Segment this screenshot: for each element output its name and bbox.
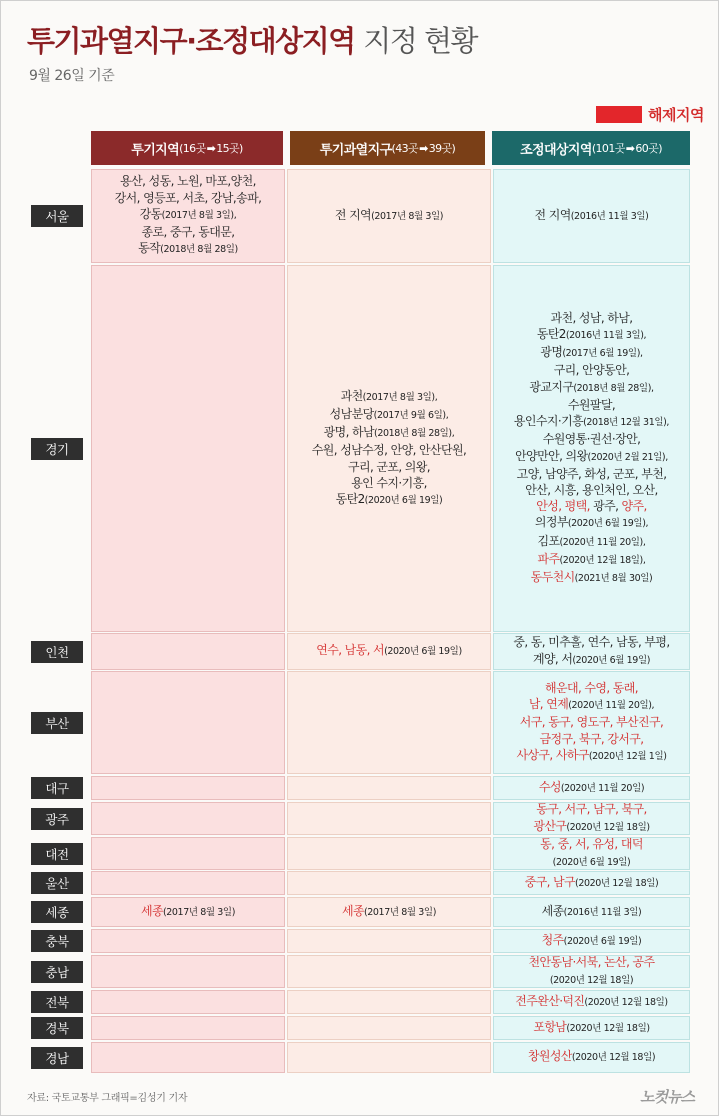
- cell-line: [341, 388, 438, 406]
- subtitle: 9월 26일 기준: [29, 68, 115, 84]
- designation-date: (2020년 12월 18일): [575, 877, 659, 889]
- gb-c1-cell: [91, 1016, 285, 1040]
- region-name: 파주: [537, 551, 560, 566]
- region-name: 김포: [537, 533, 560, 548]
- brand-logo: 노컷뉴스: [640, 1088, 694, 1106]
- region-name: 세종: [140, 903, 163, 918]
- region-name: 사상구, 사하구: [516, 747, 589, 762]
- us-c3-cell: [493, 871, 690, 895]
- region-name: 광산구: [533, 818, 567, 833]
- bs-c1-cell: [91, 671, 285, 774]
- cell-line: [336, 491, 443, 509]
- jb-c1-cell: [91, 990, 285, 1014]
- region-name: 광주,: [589, 499, 622, 514]
- gn-c3-cell: [493, 1042, 690, 1073]
- cell-line: [531, 569, 653, 587]
- region-name: 과천: [340, 388, 363, 403]
- region-name: 동탄2: [536, 327, 566, 342]
- region-name: 전 지역: [334, 207, 372, 222]
- ic-c3-cell: [493, 633, 690, 670]
- cell-line: [120, 173, 256, 189]
- cell-line: [520, 714, 663, 730]
- region-label-gn: 경남: [31, 1047, 83, 1069]
- designation-date: (2017년 8월 3일): [162, 906, 236, 918]
- header-overheated-zone: 투기과열지구 (43곳 ➡ 39곳): [290, 131, 485, 165]
- dg-c3-cell: [493, 776, 690, 800]
- cell-line: [515, 993, 668, 1011]
- us-c2-cell: [287, 871, 491, 895]
- designation-table: [91, 169, 690, 1073]
- region-name: 서구, 동구, 영도구, 부산진구,: [519, 715, 664, 730]
- sj-c1-cell: [91, 897, 285, 927]
- region-name: 안성, 평택,: [536, 499, 590, 514]
- cb-c3-cell: [493, 929, 690, 953]
- sj-c3-cell: [493, 897, 690, 927]
- region-label-ic: 인천: [31, 641, 83, 663]
- region-name: 수원, 성남수정, 안양, 안산단원,: [311, 443, 467, 458]
- region-name: 금정구, 북구, 강서구,: [539, 731, 644, 746]
- region-name: 광명, 하남: [323, 425, 375, 440]
- cell-line: [525, 874, 659, 892]
- region-name: 강동: [139, 206, 162, 221]
- region-name: 남, 연제: [528, 697, 569, 712]
- region-name: 계양, 서: [532, 651, 573, 666]
- gn-c2-cell: [287, 1042, 491, 1073]
- gj-c2-cell: [287, 802, 491, 835]
- designation-date: (2020년 6월 19일): [552, 856, 631, 868]
- designation-date: (2020년 11월 20일): [560, 782, 645, 794]
- cell-line: [554, 362, 630, 378]
- region-name: 중구, 남구: [524, 874, 576, 889]
- designation-date: (2020년 12월 18일): [549, 974, 634, 986]
- region-name: 고양, 남양주, 화성, 군포, 부천,: [516, 466, 667, 481]
- region-label-gb: 경북: [31, 1017, 83, 1039]
- cn-c1-cell: [91, 955, 285, 988]
- cell-line: [513, 634, 669, 650]
- designation-date: (2020년 12월 18일),: [559, 554, 646, 566]
- gn-c1-cell: [91, 1042, 285, 1073]
- designation-date: (2021년 8월 30일): [574, 572, 653, 584]
- designation-date: (2020년 12월 1일): [588, 750, 667, 762]
- cell-line: [538, 551, 646, 569]
- cell-line: [324, 424, 455, 442]
- region-label-cn: 충남: [31, 961, 83, 983]
- cell-line: [529, 955, 655, 971]
- region-name: 중, 동, 미추홀, 연수, 남동, 부평,: [513, 635, 670, 650]
- designation-date: (2017년 6월 19일),: [562, 348, 643, 360]
- cell-line: [535, 207, 649, 225]
- bs-c2-cell: [287, 671, 491, 774]
- designation-date: (2016년 11월 3일): [570, 210, 649, 222]
- region-name: 세종: [341, 903, 364, 918]
- cell-line: [540, 344, 642, 362]
- designation-date: (2020년 12월 18일): [566, 1022, 650, 1034]
- designation-date: (2017년 8월 3일): [371, 210, 444, 222]
- cell-line: [330, 406, 449, 424]
- designation-date: (2020년 6월 19일),: [567, 518, 649, 530]
- designation-date: (2017년 9월 6일),: [373, 409, 449, 421]
- region-label-cb: 충북: [31, 930, 83, 952]
- region-name: 전주완산·덕진: [515, 993, 585, 1008]
- cell-line: [533, 1019, 649, 1037]
- region-name: 과천, 성남, 하남,: [550, 310, 633, 325]
- region-name: 구리, 안양동안,: [553, 363, 630, 378]
- designation-date: (2020년 6월 19일): [364, 495, 443, 506]
- region-name: 광교지구: [529, 379, 574, 394]
- seoul-c1-cell: [91, 169, 285, 263]
- cell-line: [529, 696, 654, 714]
- region-name: 용인수지·기흥: [513, 414, 584, 429]
- cell-line: [536, 802, 646, 818]
- cell-line: [550, 310, 632, 326]
- region-name: 안산, 시흥, 용인처인, 오산,: [525, 482, 658, 497]
- designation-date: (2020년 2월 21일),: [587, 451, 668, 463]
- region-label-seoul: 서울: [31, 205, 83, 227]
- region-label-dg: 대구: [31, 777, 83, 799]
- region-name: 천안동남·서북, 논산, 공주: [528, 955, 655, 970]
- cell-line: [515, 448, 668, 466]
- region-label-us: 울산: [31, 872, 83, 894]
- seoul-c3-cell: [493, 169, 690, 263]
- designation-date: (2017년 8월 3일): [363, 906, 437, 918]
- designation-date: (2020년 11월 20일),: [559, 536, 646, 548]
- gg-c3-cell: [493, 265, 690, 632]
- cb-c1-cell: [91, 929, 285, 953]
- designation-date: (2020년 12월 18일): [571, 1052, 656, 1064]
- page-title: 투기과열지구·조정대상지역 지정 현황: [27, 24, 478, 58]
- bs-c3-cell: [493, 671, 690, 774]
- region-name: 동탄2: [335, 492, 365, 506]
- cell-line: [516, 747, 666, 765]
- cell-line: [528, 1048, 655, 1066]
- jb-c3-cell: [493, 990, 690, 1014]
- region-label-bs: 부산: [31, 712, 83, 734]
- region-name: 의정부: [534, 515, 568, 530]
- dj-c2-cell: [287, 837, 491, 870]
- cell-line: [312, 442, 466, 458]
- footer-credit: 자료: 국토교통부 그래픽=김성기 기자: [27, 1093, 188, 1104]
- cell-line: [533, 651, 650, 669]
- cell-line: [536, 498, 646, 514]
- region-label-gj: 광주: [31, 808, 83, 830]
- region-label-sj: 세종: [31, 901, 83, 923]
- cell-line: [141, 224, 234, 240]
- designation-date: (2016년 11월 3일): [563, 906, 642, 918]
- header-adjustment-zone: 조정대상지역 (101곳 ➡ 60곳): [492, 131, 690, 165]
- cell-line: [545, 680, 638, 696]
- jb-c2-cell: [287, 990, 491, 1014]
- cell-line: [542, 903, 642, 921]
- region-name: 양주,: [621, 499, 647, 514]
- cell-line: [529, 379, 653, 397]
- cell-line: [533, 818, 649, 836]
- designation-date: (2020년 6월 19일): [563, 935, 642, 947]
- region-name: 안양만안, 의왕: [515, 448, 588, 463]
- region-name: 수성: [538, 779, 561, 794]
- designation-date: (2018년 8월 28일),: [573, 382, 654, 394]
- region-name: 수원영통·권선·장안,: [542, 432, 641, 447]
- designation-date: (2020년 11월 20일),: [568, 700, 655, 712]
- designation-date: (2018년 8월 28일): [160, 244, 238, 256]
- designation-date: (2020년 6월 19일): [384, 646, 462, 658]
- region-name: 성남분당: [329, 406, 374, 421]
- designation-date: (2017년 8월 3일),: [161, 209, 237, 221]
- designation-date: (2018년 12월 31일),: [583, 417, 670, 429]
- region-name: 동작: [138, 241, 161, 256]
- gb-c3-cell: [493, 1016, 690, 1040]
- gj-c3-cell: [493, 802, 690, 835]
- region-label-dj: 대전: [31, 843, 83, 865]
- cell-line: [141, 903, 235, 921]
- legend: [596, 104, 704, 125]
- us-c1-cell: [91, 871, 285, 895]
- cn-c3-cell: [493, 955, 690, 988]
- region-name: 해운대, 수영, 동래,: [544, 680, 639, 695]
- cell-line: [138, 240, 238, 258]
- region-name: 포항남: [533, 1019, 567, 1034]
- header-speculative-zone: 투기지역 (16곳 ➡ 15곳): [91, 131, 283, 165]
- region-label-jb: 전북: [31, 991, 83, 1013]
- cell-line: [539, 731, 643, 747]
- cell-line: [543, 431, 641, 447]
- region-name: 세종: [541, 903, 564, 918]
- cell-line: [140, 206, 237, 224]
- dj-c3-cell: [493, 837, 690, 870]
- designation-date: (2020년 6월 19일): [572, 654, 651, 666]
- gg-c1-cell: [91, 265, 285, 632]
- region-name: 연수, 남동, 서: [316, 643, 385, 658]
- cell-line: [537, 326, 646, 344]
- cell-line: [550, 971, 633, 989]
- cell-line: [316, 642, 462, 660]
- region-name: 청주: [541, 932, 564, 947]
- region-name: 동, 중, 서, 유성, 대덕: [540, 837, 643, 852]
- seoul-c2-cell: [287, 169, 491, 263]
- region-name: 용산, 성동, 노원, 마포,양천,: [120, 174, 256, 189]
- designation-date: (2020년 12월 18일): [584, 996, 668, 1008]
- cell-line: [115, 190, 262, 206]
- region-label-gg: 경기: [31, 438, 83, 460]
- cell-line: [538, 533, 646, 551]
- region-name: 동구, 서구, 남구, 북구,: [536, 802, 647, 817]
- region-name: 전 지역: [534, 207, 571, 222]
- region-name: 구리, 군포, 의왕,: [347, 459, 431, 474]
- designation-date: (2017년 8월 3일),: [362, 391, 438, 403]
- cell-line: [553, 853, 631, 871]
- designation-date: (2020년 12월 18일): [566, 821, 650, 833]
- region-name: 광명: [540, 345, 563, 360]
- cell-line: [514, 413, 669, 431]
- cell-line: [351, 475, 427, 491]
- designation-date: (2018년 8월 28일),: [374, 428, 455, 440]
- ic-c1-cell: [91, 633, 285, 670]
- cell-line: [539, 779, 644, 797]
- region-name: 강서, 영등포, 서초, 강남,송파,: [114, 190, 262, 205]
- cb-c2-cell: [287, 929, 491, 953]
- gg-c2-cell: [287, 265, 491, 632]
- designation-date: (2016년 11월 3일),: [565, 330, 647, 342]
- cn-c2-cell: [287, 955, 491, 988]
- region-name: 수원팔달,: [567, 397, 616, 412]
- gj-c1-cell: [91, 802, 285, 835]
- cell-line: [535, 514, 648, 532]
- cell-line: [525, 482, 657, 498]
- cell-line: [335, 207, 443, 225]
- dg-c1-cell: [91, 776, 285, 800]
- legend-label: 해제지역: [648, 106, 704, 124]
- cell-line: [568, 397, 615, 413]
- cell-line: [342, 903, 436, 921]
- cell-line: [348, 459, 430, 475]
- ic-c2-cell: [287, 633, 491, 670]
- region-name: 용인 수지·기흥,: [351, 475, 427, 490]
- gb-c2-cell: [287, 1016, 491, 1040]
- cell-line: [540, 837, 643, 853]
- region-name: 동두천시: [530, 569, 575, 584]
- dj-c1-cell: [91, 837, 285, 870]
- dg-c2-cell: [287, 776, 491, 800]
- cell-line: [517, 466, 667, 482]
- sj-c2-cell: [287, 897, 491, 927]
- region-name: 창원성산: [527, 1049, 572, 1064]
- legend-swatch: [596, 106, 642, 123]
- region-name: 종로, 중구, 동대문,: [141, 225, 235, 240]
- cell-line: [542, 932, 642, 950]
